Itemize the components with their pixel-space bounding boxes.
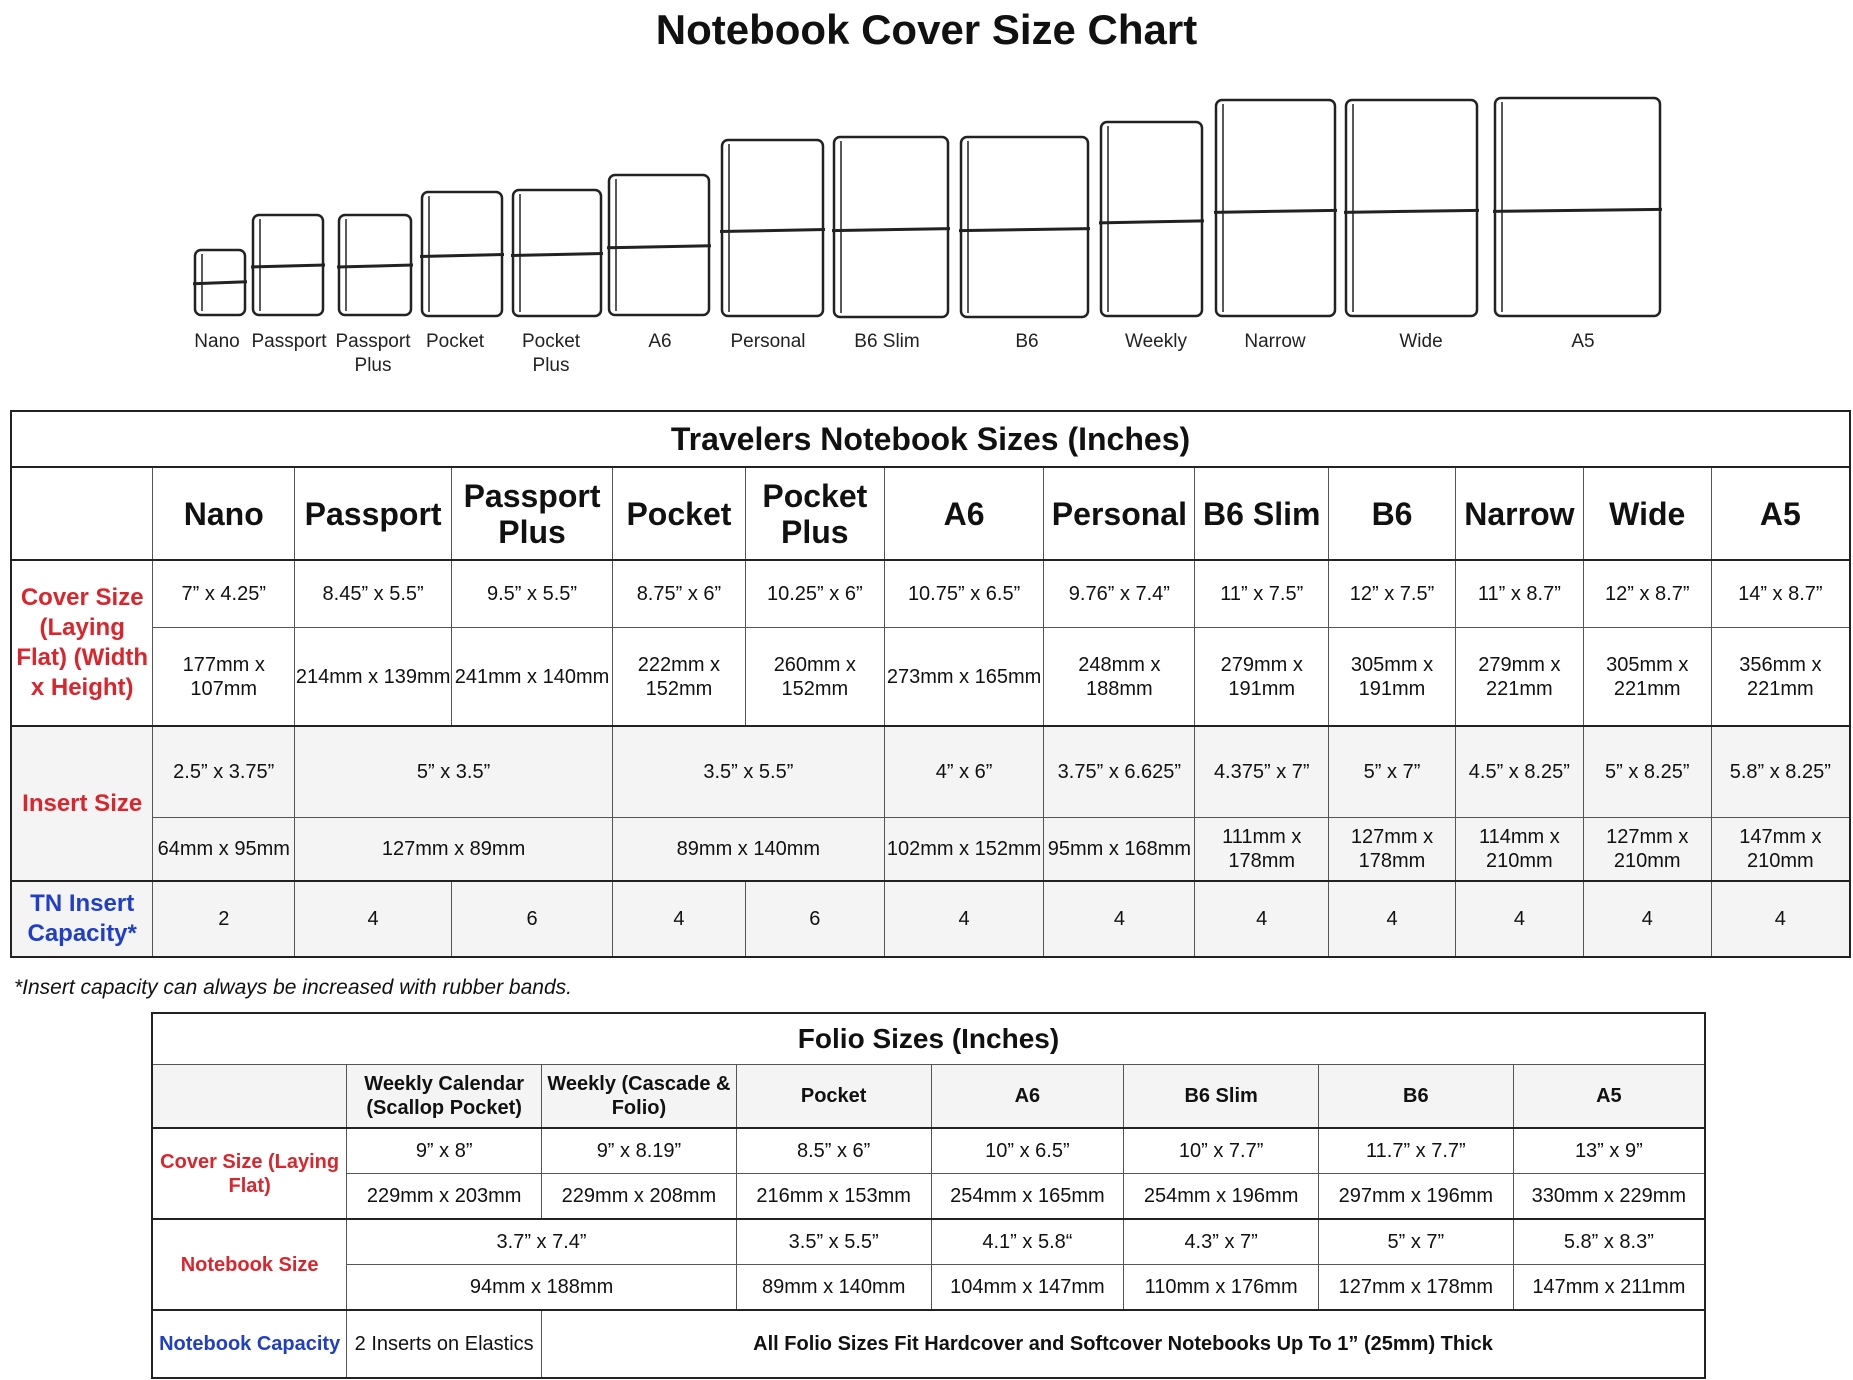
col-header: Passport: [295, 467, 452, 560]
notebook-outline: [722, 140, 823, 316]
cell: 3.75” x 6.625”: [1044, 726, 1195, 818]
cell: 9.5” x 5.5”: [452, 560, 613, 628]
notebook-size-label: B6: [1015, 331, 1039, 352]
footnote: *Insert capacity can always be increased with rubber bands.: [14, 976, 572, 999]
col-header: Pocket: [736, 1065, 931, 1129]
cell: 111mm x 178mm: [1195, 818, 1329, 882]
cell: 4: [1195, 881, 1329, 957]
cell: 13” x 9”: [1513, 1128, 1705, 1174]
notebook-outline: [961, 137, 1088, 317]
cell: 4: [1455, 881, 1583, 957]
col-header: Narrow: [1455, 467, 1583, 560]
cell: 10.75” x 6.5”: [884, 560, 1044, 628]
col-header: A5: [1513, 1065, 1705, 1129]
cell: 94mm x 188mm: [347, 1265, 737, 1311]
cell: 5” x 7”: [1318, 1219, 1513, 1265]
notebook-size-label: A6: [648, 331, 672, 352]
cell: 5” x 8.25”: [1583, 726, 1711, 818]
cell: 297mm x 196mm: [1318, 1174, 1513, 1220]
cell: 216mm x 153mm: [736, 1174, 931, 1220]
cell: 14” x 8.7”: [1711, 560, 1850, 628]
elastic-band: [511, 254, 603, 256]
row-label-insert-size: Insert Size: [11, 726, 153, 881]
col-header: A5: [1711, 467, 1850, 560]
travelers-size-table: [10, 410, 1851, 958]
cell: 2 Inserts on Elastics: [347, 1310, 542, 1378]
notebook-size-label: Pocket Plus: [521, 331, 581, 376]
cell: 5” x 7”: [1329, 726, 1456, 818]
cell: 95mm x 168mm: [1044, 818, 1195, 882]
elastic-band: [420, 254, 504, 256]
elastic-band: [1214, 210, 1337, 212]
cell: 3.5” x 5.5”: [612, 726, 884, 818]
elastic-band: [1099, 221, 1204, 223]
notebook-size-label: Narrow: [1244, 331, 1306, 352]
row-label-insert-capacity: TN Insert Capacity*: [11, 881, 153, 957]
cell: 4: [1044, 881, 1195, 957]
cell: 214mm x 139mm: [295, 628, 452, 727]
corner-cell: [11, 467, 153, 560]
notebook-size-label: Nano: [194, 331, 240, 352]
cell: 9.76” x 7.4”: [1044, 560, 1195, 628]
col-header: Personal: [1044, 467, 1195, 560]
cell: 127mm x 178mm: [1318, 1265, 1513, 1311]
col-header: Nano: [153, 467, 295, 560]
row-label-notebook-capacity: Notebook Capacity: [152, 1310, 347, 1378]
page-title: Notebook Cover Size Chart: [655, 6, 1198, 53]
cell: 177mm x 107mm: [153, 628, 295, 727]
cell: 4: [1329, 881, 1456, 957]
cell: 8.45” x 5.5”: [295, 560, 452, 628]
cell: 110mm x 176mm: [1124, 1265, 1319, 1311]
cell: 7” x 4.25”: [153, 560, 295, 628]
col-header: Pocket: [612, 467, 745, 560]
travelers-table-title: Travelers Notebook Sizes (Inches): [11, 411, 1850, 467]
elastic-band: [251, 265, 325, 267]
cell: 2.5” x 3.75”: [153, 726, 295, 818]
cell: 4” x 6”: [884, 726, 1044, 818]
cell: 114mm x 210mm: [1455, 818, 1583, 882]
elastic-band: [337, 265, 413, 267]
cell: 12” x 8.7”: [1583, 560, 1711, 628]
cell: 330mm x 229mm: [1513, 1174, 1705, 1220]
cell: 2: [153, 881, 295, 957]
col-header: B6: [1329, 467, 1456, 560]
notebook-size-label: Pocket: [425, 331, 485, 352]
notebook-size-label: Personal: [730, 331, 806, 352]
col-header: B6: [1318, 1065, 1513, 1129]
cell: All Folio Sizes Fit Hardcover and Softcover Notebooks Up To 1” (25mm) Thick: [542, 1310, 1705, 1378]
cell: 4: [295, 881, 452, 957]
cell: 104mm x 147mm: [931, 1265, 1124, 1311]
notebook-size-label: B6 Slim: [854, 331, 920, 352]
col-header: Pocket Plus: [745, 467, 884, 560]
cell: 4: [1711, 881, 1850, 957]
row-label-cover-size: Cover Size (Laying Flat): [152, 1128, 347, 1219]
notebook-outline: [834, 137, 948, 317]
notebook-outline: [1216, 100, 1335, 316]
cell: 254mm x 165mm: [931, 1174, 1124, 1220]
cell: 127mm x 89mm: [295, 818, 613, 882]
cell: 102mm x 152mm: [884, 818, 1044, 882]
elastic-band: [193, 282, 247, 284]
cell: 4.5” x 8.25”: [1455, 726, 1583, 818]
cell: 12” x 7.5”: [1329, 560, 1456, 628]
cell: 260mm x 152mm: [745, 628, 884, 727]
cell: 4: [612, 881, 745, 957]
cell: 9” x 8.19”: [542, 1128, 737, 1174]
elastic-band: [720, 230, 825, 232]
elastic-band: [832, 229, 950, 231]
cell: 3.7” x 7.4”: [347, 1219, 737, 1265]
cell: 89mm x 140mm: [612, 818, 884, 882]
row-label-cover-size: Cover Size (Laying Flat) (Width x Height): [11, 560, 153, 726]
cell: 229mm x 208mm: [542, 1174, 737, 1220]
col-header: B6 Slim: [1124, 1065, 1319, 1129]
col-header: Weekly Calendar (Scallop Pocket): [347, 1065, 542, 1129]
cell: 10.25” x 6”: [745, 560, 884, 628]
cell: 248mm x 188mm: [1044, 628, 1195, 727]
col-header: Weekly (Cascade & Folio): [542, 1065, 737, 1129]
cell: 5” x 3.5”: [295, 726, 613, 818]
cell: 305mm x 191mm: [1329, 628, 1456, 727]
cell: 11” x 8.7”: [1455, 560, 1583, 628]
cell: 8.75” x 6”: [612, 560, 745, 628]
elastic-band: [1493, 209, 1662, 211]
cell: 254mm x 196mm: [1124, 1174, 1319, 1220]
notebook-outline: [1101, 122, 1202, 316]
cell: 3.5” x 5.5”: [736, 1219, 931, 1265]
cell: 4: [884, 881, 1044, 957]
cell: 89mm x 140mm: [736, 1265, 931, 1311]
cell: 5.8” x 8.3”: [1513, 1219, 1705, 1265]
notebook-size-label: A5: [1571, 331, 1595, 352]
cell: 11” x 7.5”: [1195, 560, 1329, 628]
cell: 11.7” x 7.7”: [1318, 1128, 1513, 1174]
cell: 356mm x 221mm: [1711, 628, 1850, 727]
cell: 127mm x 178mm: [1329, 818, 1456, 882]
notebook-outline: [1346, 100, 1477, 316]
cell: 4.3” x 7”: [1124, 1219, 1319, 1265]
cell: 9” x 8”: [347, 1128, 542, 1174]
folio-size-table: [151, 1012, 1706, 1379]
col-header: A6: [931, 1065, 1124, 1129]
cell: 6: [745, 881, 884, 957]
corner-cell: [152, 1065, 347, 1129]
cell: 64mm x 95mm: [153, 818, 295, 882]
notebook-outline: [1495, 98, 1660, 316]
cell: 279mm x 221mm: [1455, 628, 1583, 727]
col-header: Wide: [1583, 467, 1711, 560]
cell: 279mm x 191mm: [1195, 628, 1329, 727]
notebook-size-label: Passport: [251, 331, 327, 352]
cell: 241mm x 140mm: [452, 628, 613, 727]
notebook-size-label: Wide: [1399, 331, 1443, 352]
elastic-band: [1344, 210, 1479, 212]
cell: 10” x 6.5”: [931, 1128, 1124, 1174]
elastic-band: [607, 246, 711, 248]
col-header: Passport Plus: [452, 467, 613, 560]
col-header: B6 Slim: [1195, 467, 1329, 560]
cell: 229mm x 203mm: [347, 1174, 542, 1220]
cell: 147mm x 211mm: [1513, 1265, 1705, 1311]
cell: 4.375” x 7”: [1195, 726, 1329, 818]
cell: 8.5” x 6”: [736, 1128, 931, 1174]
notebook-size-label: Passport Plus: [335, 331, 411, 376]
cell: 4.1” x 5.8“: [931, 1219, 1124, 1265]
row-label-notebook-size: Notebook Size: [152, 1219, 347, 1310]
cell: 273mm x 165mm: [884, 628, 1044, 727]
cell: 5.8” x 8.25”: [1711, 726, 1850, 818]
cell: 10” x 7.7”: [1124, 1128, 1319, 1174]
col-header: A6: [884, 467, 1044, 560]
elastic-band: [959, 229, 1090, 231]
cell: 147mm x 210mm: [1711, 818, 1850, 882]
cell: 222mm x 152mm: [612, 628, 745, 727]
cell: 305mm x 221mm: [1583, 628, 1711, 727]
notebook-size-label: Weekly: [1125, 331, 1187, 352]
cell: 4: [1583, 881, 1711, 957]
cell: 127mm x 210mm: [1583, 818, 1711, 882]
cell: 6: [452, 881, 613, 957]
folio-table-title: Folio Sizes (Inches): [152, 1013, 1705, 1065]
